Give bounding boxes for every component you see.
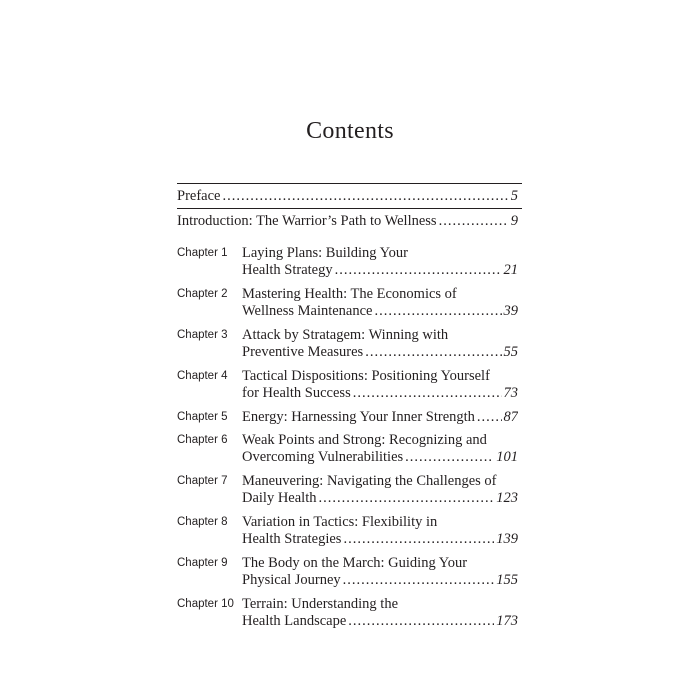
- dot-leader: [335, 262, 502, 279]
- chapter-title: [242, 432, 518, 466]
- chapter-number: Chapter 3: [177, 329, 228, 341]
- toc-entry-preface: [177, 188, 518, 208]
- title-line-last: [242, 572, 518, 589]
- title-line-last: [242, 490, 518, 507]
- title-line-text: Energy: Harnessing Your Inner Strength: [242, 409, 475, 425]
- title-line-text: Wellness Maintenance: [242, 303, 373, 319]
- page-number: 139: [496, 531, 518, 547]
- chapter-title: [242, 368, 518, 402]
- title-line: Laying Plans: Building Your: [242, 245, 408, 261]
- page-number: 9: [510, 213, 518, 229]
- title-line: Attack by Stratagem: Winning with: [242, 327, 449, 343]
- dot-leader: [319, 490, 495, 507]
- divider-rule: [177, 208, 522, 209]
- title-line-last: [242, 531, 518, 548]
- title-line-last: [242, 613, 518, 630]
- chapter-title: [242, 473, 518, 507]
- title-line-text: for Health Success: [242, 385, 351, 401]
- top-rule: [177, 183, 522, 184]
- dot-leader: [405, 449, 494, 466]
- title-line-last: [242, 344, 518, 361]
- title-line: Maneuvering: Navigating the Challenges of: [242, 473, 497, 489]
- dot-leader: [365, 344, 501, 361]
- chapter-title: [242, 596, 518, 630]
- title-line-text: Health Landscape: [242, 613, 347, 629]
- page-number: 73: [503, 385, 518, 401]
- chapter-title: [242, 245, 518, 279]
- dot-leader: [375, 303, 502, 320]
- title-line-text: Physical Journey: [242, 572, 341, 588]
- title-line-last: [242, 385, 518, 402]
- dot-leader: [222, 188, 508, 205]
- page-number: 101: [496, 449, 518, 465]
- title-line: Mastering Health: The Economics of: [242, 286, 457, 302]
- chapter-number: Chapter 8: [177, 516, 228, 528]
- dot-leader: [439, 213, 509, 230]
- page-number: 87: [503, 409, 518, 425]
- chapter-number: Chapter 7: [177, 475, 228, 487]
- page-number: 55: [503, 344, 518, 360]
- dot-leader: [343, 531, 494, 548]
- page-number: 5: [510, 188, 518, 204]
- chapter-number: Chapter 10: [177, 598, 234, 610]
- toc-entry-introduction: [177, 213, 518, 233]
- chapter-number: Chapter 6: [177, 434, 228, 446]
- page-title: Contents: [306, 118, 394, 144]
- chapter-number: Chapter 9: [177, 557, 228, 569]
- chapter-title: [242, 327, 518, 361]
- title-line: The Body on the March: Guiding Your: [242, 555, 468, 571]
- title-line-last: [242, 449, 518, 466]
- page-number: 123: [496, 490, 518, 506]
- dot-leader: [477, 409, 502, 426]
- page-number: 21: [503, 262, 518, 278]
- chapter-title: [242, 409, 518, 426]
- page-number: 173: [496, 613, 518, 629]
- chapter-number: Chapter 2: [177, 288, 228, 300]
- chapter-title: [242, 286, 518, 320]
- title-line-last: [242, 303, 518, 320]
- title-line-text: Overcoming Vulnerabilities: [242, 449, 404, 465]
- chapter-number: Chapter 5: [177, 411, 228, 423]
- title-line: Terrain: Understanding the: [242, 596, 399, 612]
- chapter-number: Chapter 4: [177, 370, 228, 382]
- chapter-title: [242, 555, 518, 589]
- title-line: Tactical Dispositions: Positioning Yourself: [242, 368, 490, 384]
- title-line-text: Health Strategy: [242, 262, 333, 278]
- entry-title: Preface: [177, 188, 221, 204]
- page-number: 155: [496, 572, 518, 588]
- chapter-number: Chapter 1: [177, 247, 228, 259]
- dot-leader: [348, 613, 494, 630]
- title-line-text: Preventive Measures: [242, 344, 364, 360]
- title-line: Variation in Tactics: Flexibility in: [242, 514, 438, 530]
- dot-leader: [353, 385, 502, 402]
- dot-leader: [343, 572, 495, 589]
- title-line-text: Health Strategies: [242, 531, 342, 547]
- chapter-title: [242, 514, 518, 548]
- title-line-last: [242, 409, 518, 426]
- title-line-last: [242, 262, 518, 279]
- title-line: Weak Points and Strong: Recognizing and: [242, 432, 487, 448]
- entry-title: Introduction: The Warrior’s Path to Wellness: [177, 213, 437, 229]
- page-number: 39: [503, 303, 518, 319]
- title-line-text: Daily Health: [242, 490, 317, 506]
